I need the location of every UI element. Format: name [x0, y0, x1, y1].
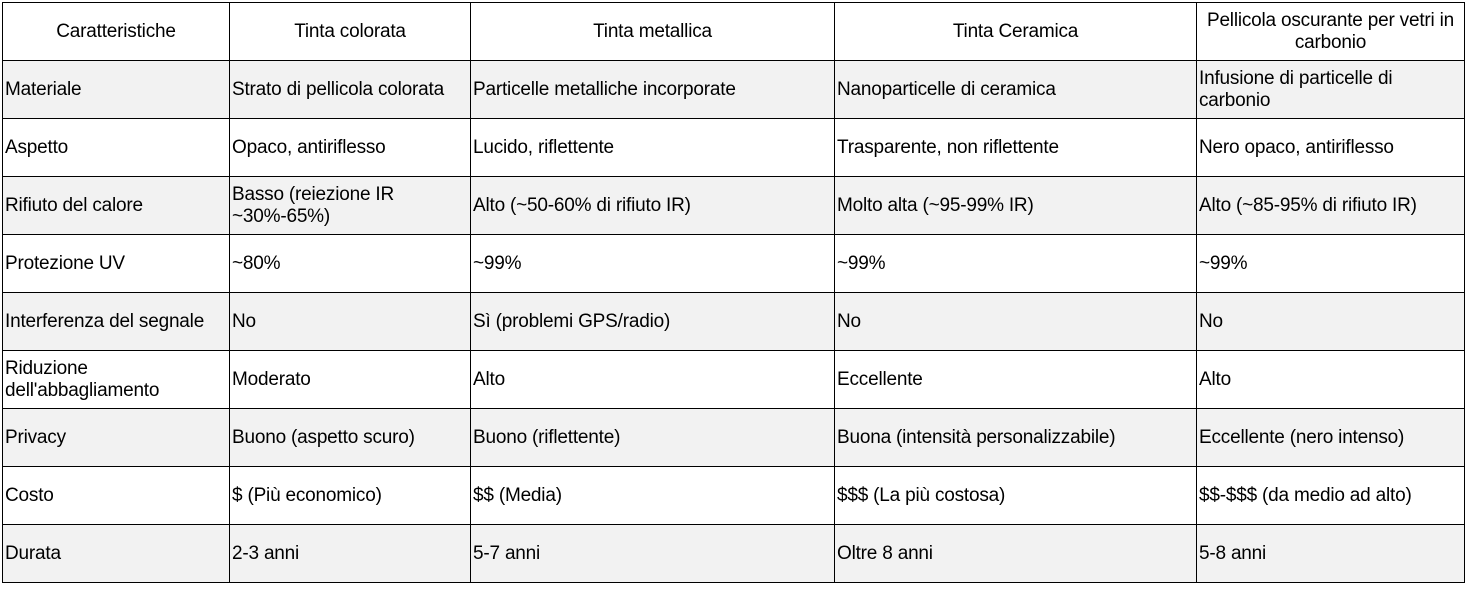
table-cell: Opaco, antiriflesso [230, 119, 471, 177]
table-row [3, 351, 1465, 409]
table-cell: $$-$$$ (da medio ad alto) [1197, 467, 1465, 525]
row-label: Rifiuto del calore [3, 177, 230, 235]
row-label: Riduzione dell'abbagliamento [3, 351, 230, 409]
table-row [3, 119, 1465, 177]
table-cell: Sì (problemi GPS/radio) [471, 293, 835, 351]
header-cell-tinta-colorata: Tinta colorata [230, 3, 471, 61]
table-cell: Particelle metalliche incorporate [471, 61, 835, 119]
row-label: Privacy [3, 409, 230, 467]
table-cell: Buono (riflettente) [471, 409, 835, 467]
table-cell: $$$ (La più costosa) [835, 467, 1197, 525]
table-cell: Oltre 8 anni [835, 525, 1197, 583]
table-cell: Eccellente [835, 351, 1197, 409]
table-body [3, 61, 1465, 583]
table-cell: Alto (~85-95% di rifiuto IR) [1197, 177, 1465, 235]
header-cell-caratteristiche: Caratteristiche [3, 3, 230, 61]
table-row [3, 409, 1465, 467]
table-cell: Alto (~50-60% di rifiuto IR) [471, 177, 835, 235]
table-cell: 5-7 anni [471, 525, 835, 583]
row-label: Materiale [3, 61, 230, 119]
table-cell: Lucido, riflettente [471, 119, 835, 177]
table-cell: Buona (intensità personalizzabile) [835, 409, 1197, 467]
table-row [3, 293, 1465, 351]
table-cell: Infusione di particelle di carbonio [1197, 61, 1465, 119]
header-cell-tinta-metallica: Tinta metallica [471, 3, 835, 61]
table-cell: Trasparente, non riflettente [835, 119, 1197, 177]
row-label: Durata [3, 525, 230, 583]
table-cell: ~80% [230, 235, 471, 293]
table-row [3, 525, 1465, 583]
table-cell: Basso (reiezione IR ~30%-65%) [230, 177, 471, 235]
table-cell: Alto [471, 351, 835, 409]
table-cell: 5-8 anni [1197, 525, 1465, 583]
table-cell: Molto alta (~95-99% IR) [835, 177, 1197, 235]
table-cell: No [230, 293, 471, 351]
table-cell: Moderato [230, 351, 471, 409]
table-cell: $$ (Media) [471, 467, 835, 525]
table-cell: No [1197, 293, 1465, 351]
row-label: Interferenza del segnale [3, 293, 230, 351]
table-cell: Eccellente (nero intenso) [1197, 409, 1465, 467]
row-label: Aspetto [3, 119, 230, 177]
table-cell: 2-3 anni [230, 525, 471, 583]
table-cell: Nanoparticelle di ceramica [835, 61, 1197, 119]
table-row [3, 235, 1465, 293]
table-cell: $ (Più economico) [230, 467, 471, 525]
header-cell-pellicola-carbonio: Pellicola oscurante per vetri in carbonio [1197, 3, 1465, 61]
row-label: Costo [3, 467, 230, 525]
table-cell: ~99% [471, 235, 835, 293]
table-cell: Nero opaco, antiriflesso [1197, 119, 1465, 177]
table-row [3, 177, 1465, 235]
table-header [3, 3, 1465, 61]
table-cell: Strato di pellicola colorata [230, 61, 471, 119]
header-row [3, 3, 1465, 61]
table-cell: ~99% [1197, 235, 1465, 293]
table-cell: No [835, 293, 1197, 351]
table-cell: ~99% [835, 235, 1197, 293]
row-label: Protezione UV [3, 235, 230, 293]
table-cell: Buono (aspetto scuro) [230, 409, 471, 467]
table-row [3, 61, 1465, 119]
comparison-table [2, 2, 1465, 583]
table-cell: Alto [1197, 351, 1465, 409]
table-row [3, 467, 1465, 525]
header-cell-tinta-ceramica: Tinta Ceramica [835, 3, 1197, 61]
